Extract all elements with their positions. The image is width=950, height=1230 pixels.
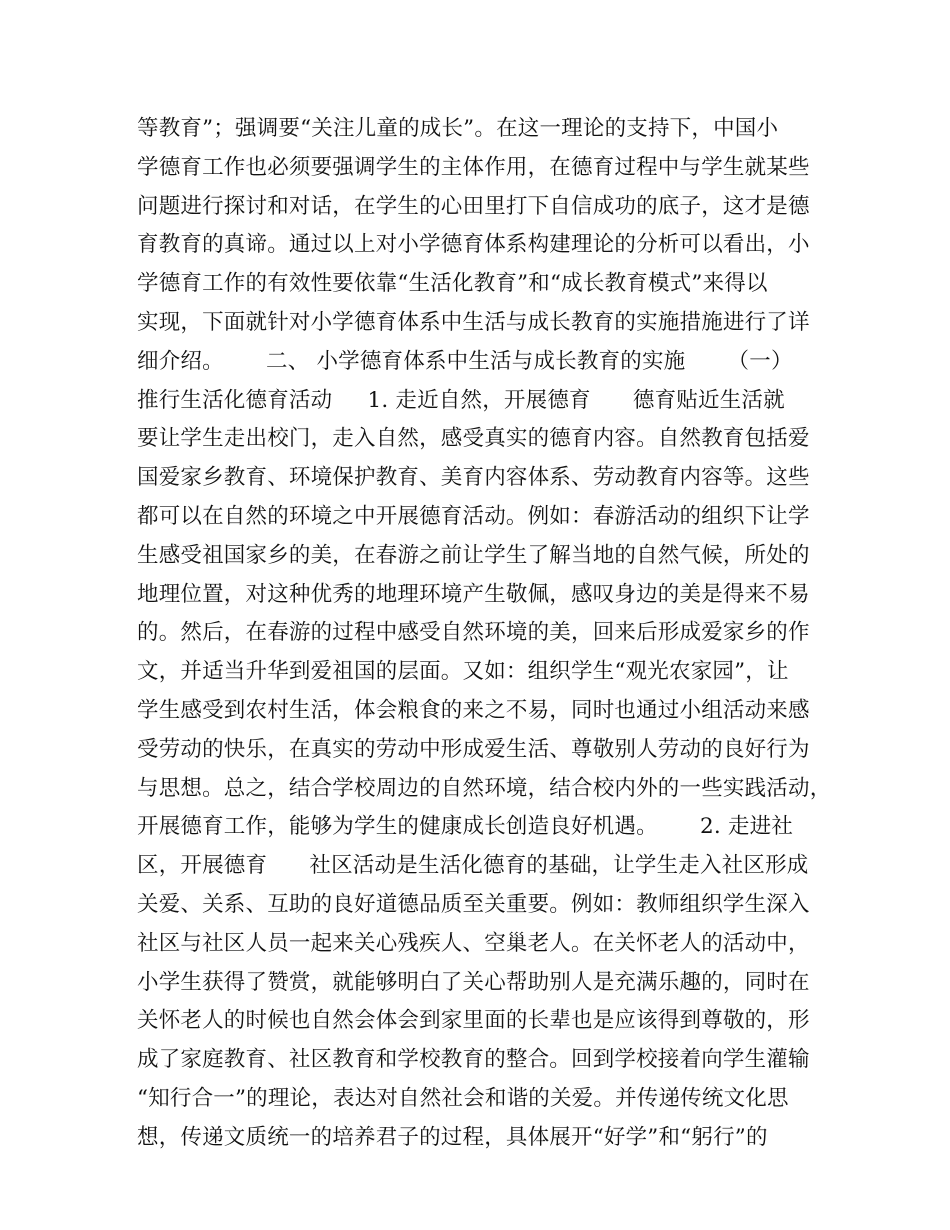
text-line: 学德育工作也必须要强调学生的主体作用，在德育过程中与学生就某些 xyxy=(137,154,810,180)
text-line: 实现，下面就针对小学德育体系中生活与成长教育的实施措施进行了详 xyxy=(137,309,810,335)
text-line: 受劳动的快乐，在真实的劳动中形成爱生活、尊敬别人劳动的良好行为 xyxy=(137,736,810,762)
text-line: 开展德育工作，能够为学生的健康成长创造良好机遇。 2. 走进社 xyxy=(137,814,794,840)
text-line: 关爱、关系、互助的良好道德品质至关重要。例如：教师组织学生深入 xyxy=(137,891,810,917)
text-line: 都可以在自然的环境之中开展德育活动。例如：春游活动的组织下让学 xyxy=(137,503,810,529)
text-line: 社区与社区人员一起来关心残疾人、空巢老人。在关怀老人的活动中， xyxy=(137,930,810,956)
text-line: 问题进行探讨和对话，在学生的心田里打下自信成功的底子，这才是德 xyxy=(137,193,810,219)
text-line: 想，传递文质统一的培养君子的过程，具体展开“好学”和“躬行”的 xyxy=(137,1124,768,1150)
text-line: 区，开展德育 社区活动是生活化德育的基础，让学生走入社区形成 xyxy=(137,853,809,879)
text-line: 学德育工作的有效性要依靠“生活化教育”和“成长教育模式”来得以 xyxy=(137,271,768,297)
text-line: 推行生活化德育活动 1. 走近自然，开展德育 德育贴近生活就 xyxy=(137,387,785,413)
text-line: “知行合一”的理论，表达对自然社会和谐的关爱。并传递传统文化思 xyxy=(137,1085,789,1111)
text-line: 小学生获得了赞赏，就能够明白了关心帮助别人是充满乐趣的，同时在 xyxy=(137,969,810,995)
text-line: 要让学生走出校门，走入自然，感受真实的德育内容。自然教育包括爱 xyxy=(137,426,810,452)
text-line: 关怀老人的时候也自然会体会到家里面的长辈也是应该得到尊敬的，形 xyxy=(137,1008,810,1034)
text-line: 细介绍。 二、 小学德育体系中生活与成长教育的实施 （一） xyxy=(137,348,793,374)
body-text xyxy=(137,110,837,1158)
text-line: 的。然后，在春游的过程中感受自然环境的美，回来后形成爱家乡的作 xyxy=(137,620,810,646)
text-line: 成了家庭教育、社区教育和学校教育的整合。回到学校接着向学生灌输 xyxy=(137,1047,810,1073)
text-line: 学生感受到农村生活，体会粮食的来之不易，同时也通过小组活动来感 xyxy=(137,697,810,723)
text-line: 与思想。总之，结合学校周边的自然环境，结合校内外的一些实践活动， xyxy=(137,775,832,801)
text-line: 地理位置，对这种优秀的地理环境产生敬佩，感叹身边的美是得来不易 xyxy=(137,581,810,607)
text-line: 生感受祖国家乡的美，在春游之前让学生了解当地的自然气候，所处的 xyxy=(137,542,810,568)
text-line: 育教育的真谛。通过以上对小学德育体系构建理论的分析可以看出，小 xyxy=(137,232,810,258)
text-line: 等教育”；强调要“关注儿童的成长”。在这一理论的支持下，中国小 xyxy=(137,116,779,141)
text-line: 国爱家乡教育、环境保护教育、美育内容体系、劳动教育内容等。这些 xyxy=(137,465,810,491)
text-line: 文，并适当升华到爱祖国的层面。又如：组织学生“观光农家园”，让 xyxy=(137,659,789,685)
